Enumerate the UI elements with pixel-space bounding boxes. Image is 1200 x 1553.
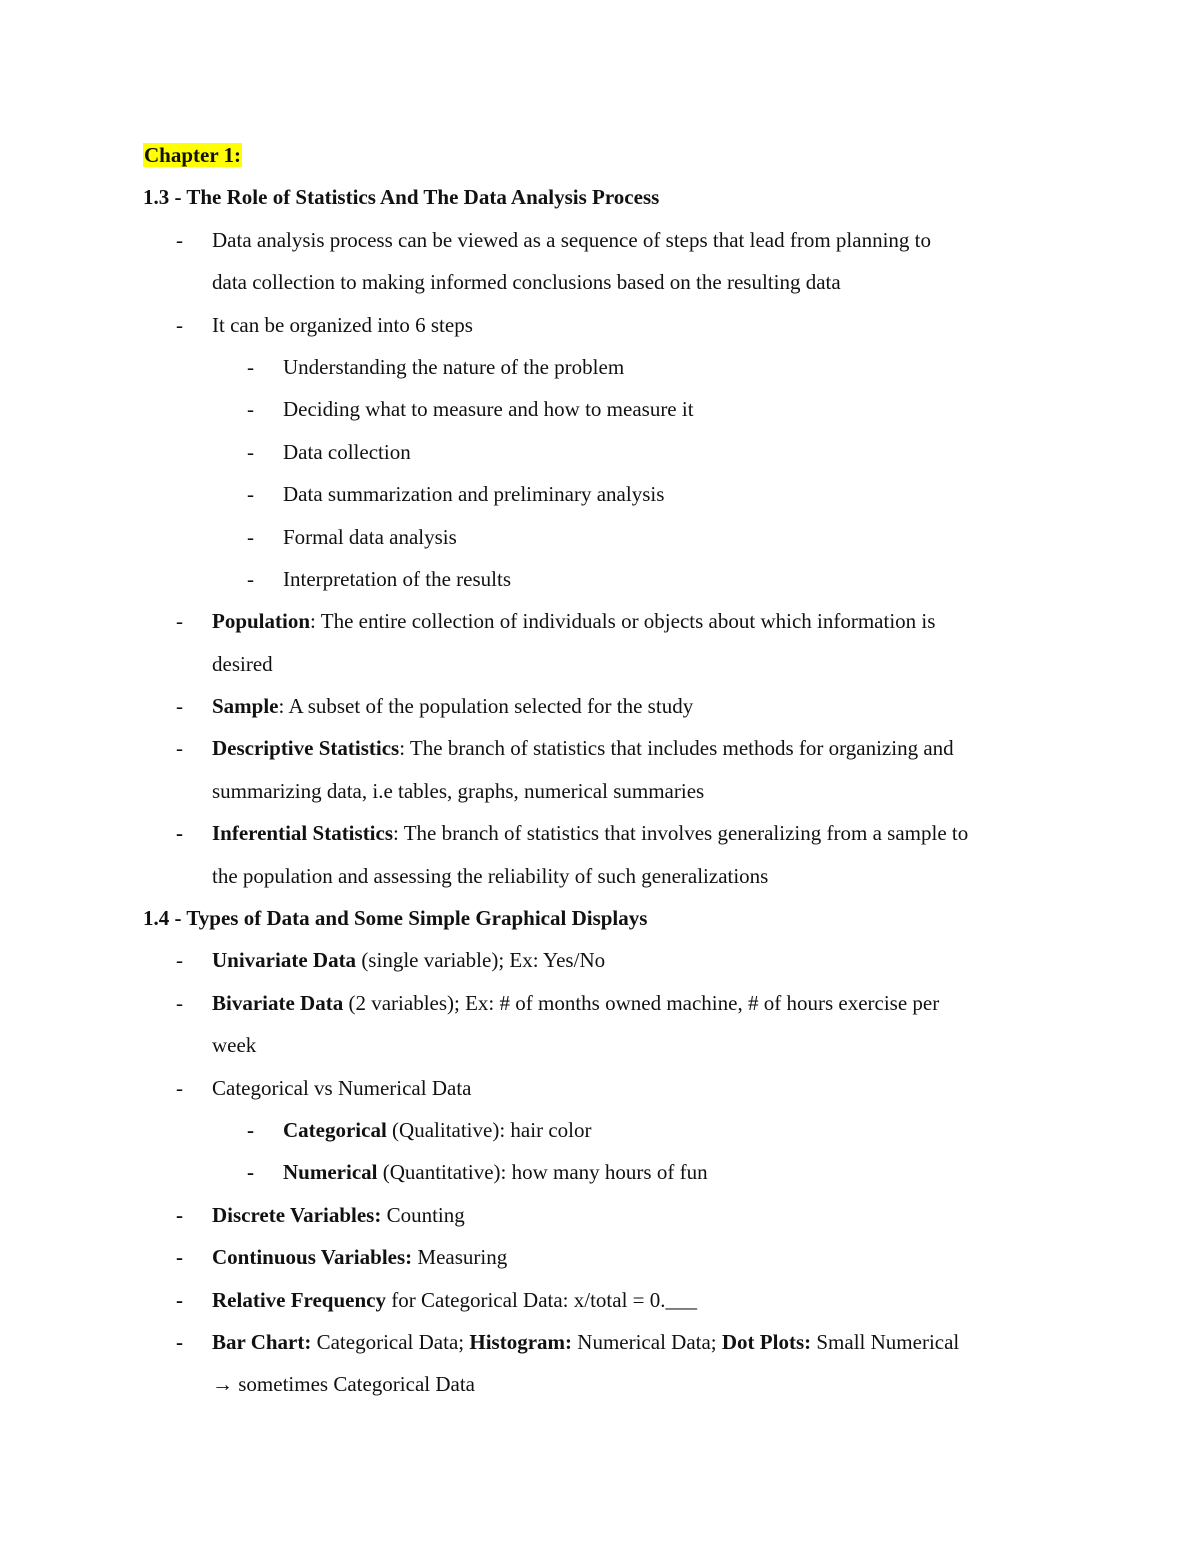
- definition-text: week: [212, 1033, 257, 1058]
- step-item: [143, 346, 1083, 388]
- term-continuous-variables: Continuous Variables:: [212, 1245, 413, 1270]
- section-1-4-heading: 1.4 - Types of Data and Some Simple Graphical Displays: [143, 906, 648, 931]
- definition-text: : A subset of the population selected for the study: [278, 694, 694, 719]
- step-item: [143, 388, 1083, 430]
- definition-text: : The branch of statistics that includes methods for organizing and: [399, 736, 954, 761]
- definition-text: : The entire collection of individuals or objects about which information is: [310, 609, 936, 634]
- bullet-dash: -: [176, 312, 183, 337]
- step-text: Data collection: [283, 439, 411, 464]
- list-item-continuation: [143, 261, 1083, 303]
- definition-numerical: [143, 1151, 1083, 1193]
- term-histogram: Histogram:: [469, 1329, 573, 1354]
- definition-inferential: [143, 812, 1083, 854]
- bullet-dash: -: [247, 482, 254, 507]
- bullet-dash: -: [176, 1245, 183, 1270]
- term-bar-chart: Bar Chart:: [212, 1329, 312, 1354]
- bullet-dash: -: [176, 990, 183, 1015]
- term-numerical: Numerical: [283, 1160, 378, 1185]
- bullet-dash: -: [176, 227, 183, 252]
- definition-text: for Categorical Data: x/total = 0.___: [386, 1287, 698, 1312]
- bullet-dash: -: [247, 1160, 254, 1185]
- definition-text: → sometimes Categorical Data: [212, 1372, 476, 1397]
- section-1-3-heading: 1.3 - The Role of Statistics And The Data Analysis Process: [143, 185, 660, 210]
- step-text: Understanding the nature of the problem: [283, 354, 625, 379]
- document-body: [143, 134, 1083, 1406]
- term-sample: Sample: [212, 694, 279, 719]
- definition-text: (Quantitative): how many hours of fun: [377, 1160, 708, 1185]
- bullet-dash: -: [176, 609, 183, 634]
- step-text: Deciding what to measure and how to measure it: [283, 397, 694, 422]
- definition-text: (single variable); Ex: Yes/No: [356, 948, 606, 973]
- list-item-text: Categorical vs Numerical Data: [212, 1075, 472, 1100]
- list-item: [143, 219, 1083, 261]
- term-descriptive-statistics: Descriptive Statistics: [212, 736, 400, 761]
- definition-text: Numerical Data;: [572, 1329, 722, 1354]
- definition-text: summarizing data, i.e tables, graphs, numerical summaries: [212, 778, 705, 803]
- definition-text: (2 variables); Ex: # of months owned machine, # of hours exercise per: [343, 990, 940, 1015]
- term-dot-plots: Dot Plots:: [721, 1329, 812, 1354]
- term-univariate-data: Univariate Data: [212, 948, 357, 973]
- list-item: [143, 1067, 1083, 1109]
- definition-continuation: [143, 643, 1083, 685]
- definition-discrete: [143, 1194, 1083, 1236]
- definition-text: : The branch of statistics that involves generalizing from a sample to: [393, 821, 969, 846]
- definition-relative-frequency: [143, 1279, 1083, 1321]
- step-text: Data summarization and preliminary analysis: [283, 482, 665, 507]
- definition-bivariate: [143, 982, 1083, 1024]
- definition-text: Small Numerical: [811, 1329, 960, 1354]
- term-bivariate-data: Bivariate Data: [212, 990, 344, 1015]
- definition-univariate: [143, 939, 1083, 981]
- bullet-dash: -: [176, 1202, 183, 1227]
- bullet-dash: -: [247, 354, 254, 379]
- bullet-dash: -: [247, 566, 254, 591]
- term-population: Population: [212, 609, 311, 634]
- definition-population: [143, 600, 1083, 642]
- definition-continuation: [143, 855, 1083, 897]
- term-discrete-variables: Discrete Variables:: [212, 1202, 382, 1227]
- definition-text: Categorical Data;: [311, 1329, 470, 1354]
- bullet-dash: -: [176, 948, 183, 973]
- list-item-text: data collection to making informed conclusions based on the resulting data: [212, 270, 841, 295]
- bullet-dash: -: [176, 694, 183, 719]
- definition-text: Counting: [381, 1202, 465, 1227]
- step-item: [143, 473, 1083, 515]
- definition-sample: [143, 685, 1083, 727]
- bullet-dash: -: [176, 1075, 183, 1100]
- bullet-dash: -: [247, 439, 254, 464]
- bullet-dash: -: [247, 397, 254, 422]
- term-categorical: Categorical: [283, 1117, 387, 1142]
- bullet-dash: -: [176, 736, 183, 761]
- list-item-text: It can be organized into 6 steps: [212, 312, 473, 337]
- step-text: Formal data analysis: [283, 524, 457, 549]
- definition-descriptive: [143, 727, 1083, 769]
- definition-continuation: [143, 1363, 1083, 1405]
- list-item-text: Data analysis process can be viewed as a sequence of steps that lead from planning to: [212, 227, 932, 252]
- step-item: [143, 516, 1083, 558]
- bullet-dash: -: [176, 1287, 183, 1312]
- definition-text: desired: [212, 651, 273, 676]
- bullet-dash: -: [247, 524, 254, 549]
- definition-text: (Qualitative): hair color: [386, 1117, 592, 1142]
- term-inferential-statistics: Inferential Statistics: [212, 821, 394, 846]
- list-item: [143, 304, 1083, 346]
- term-relative-frequency: Relative Frequency: [212, 1287, 386, 1312]
- definition-continuation: [143, 1024, 1083, 1066]
- definition-continuation: [143, 770, 1083, 812]
- bullet-dash: -: [176, 1329, 183, 1354]
- definition-continuous: [143, 1236, 1083, 1278]
- chapter-title: Chapter 1:: [144, 143, 242, 167]
- definition-text: Measuring: [412, 1245, 508, 1270]
- step-item: [143, 431, 1083, 473]
- chapter-heading: [143, 134, 1083, 176]
- step-text: Interpretation of the results: [283, 566, 512, 591]
- definition-chart-types: [143, 1321, 1083, 1363]
- definition-categorical: [143, 1109, 1083, 1151]
- definition-text: the population and assessing the reliability of such generalizations: [212, 863, 769, 888]
- bullet-dash: -: [247, 1117, 254, 1142]
- bullet-dash: -: [176, 821, 183, 846]
- step-item: [143, 558, 1083, 600]
